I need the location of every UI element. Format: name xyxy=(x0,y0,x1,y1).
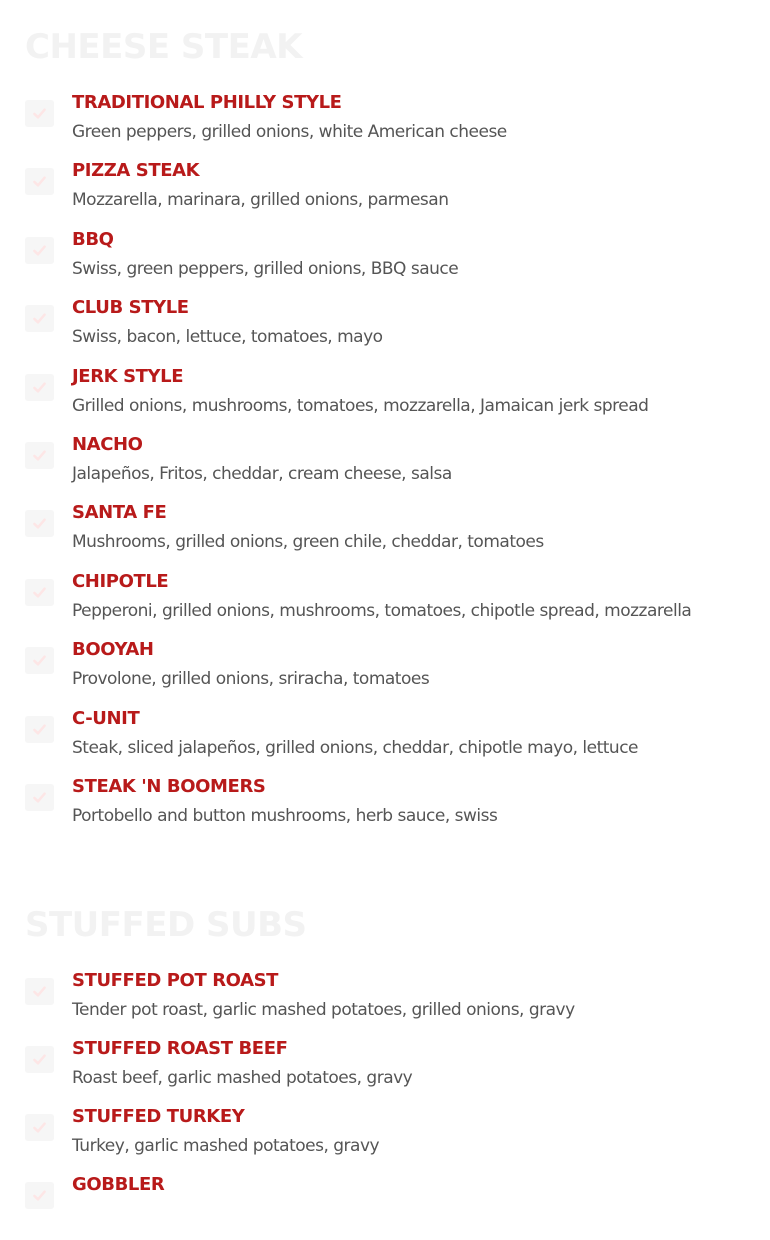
item-description: Swiss, green peppers, grilled onions, BBQ sauce xyxy=(72,258,459,279)
check-icon xyxy=(25,1182,54,1209)
check-icon xyxy=(25,784,54,811)
item-name: CHIPOTLE xyxy=(72,570,169,592)
section-title-stuffed-subs: STUFFED SUBS xyxy=(25,905,307,945)
item-description: Roast beef, garlic mashed potatoes, gravy xyxy=(72,1068,413,1088)
item-description: Mozzarella, marinara, grilled onions, parmesan xyxy=(72,190,449,211)
item-description: Tender pot roast, garlic mashed potatoes, grilled onions, gravy xyxy=(72,1000,575,1020)
menu-item-traditional-philly-style xyxy=(0,92,770,158)
item-name: STUFFED TURKEY xyxy=(72,1106,245,1127)
item-name: NACHO xyxy=(72,434,143,455)
item-name: C-UNIT xyxy=(72,707,140,729)
item-description: Turkey, garlic mashed potatoes, gravy xyxy=(72,1136,380,1156)
check-icon xyxy=(25,374,54,401)
check-icon xyxy=(25,442,54,469)
item-description: Portobello and button mushrooms, herb sauce, swiss xyxy=(72,806,498,826)
check-icon xyxy=(25,1114,54,1141)
menu-item-c-unit xyxy=(0,708,770,774)
menu-item-pizza-steak xyxy=(0,160,770,226)
item-name: BBQ xyxy=(72,228,114,250)
item-description: Mushrooms, grilled onions, green chile, cheddar, tomatoes xyxy=(72,532,544,553)
menu-item-jerk-style xyxy=(0,366,770,432)
item-description: Provolone, grilled onions, sriracha, tomatoes xyxy=(72,669,430,690)
menu-item-nacho xyxy=(0,434,770,500)
item-name: PIZZA STEAK xyxy=(72,160,200,182)
menu-item-santa-fe xyxy=(0,502,770,568)
check-icon xyxy=(25,510,54,537)
menu-item-stuffed-turkey xyxy=(0,1106,770,1172)
menu-item-stuffed-pot-roast xyxy=(0,970,770,1036)
item-description: Steak, sliced jalapeños, grilled onions, cheddar, chipotle mayo, lettuce xyxy=(72,737,639,758)
menu-item-club-style xyxy=(0,297,770,363)
item-name: SANTA FE xyxy=(72,502,167,524)
section-title-cheese-steak: CHEESE STEAK xyxy=(25,27,302,67)
item-description: Grilled onions, mushrooms, tomatoes, mozzarella, Jamaican jerk spread xyxy=(72,395,649,416)
menu-item-stuffed-roast-beef xyxy=(0,1038,770,1104)
check-icon xyxy=(25,978,54,1005)
item-description: Swiss, bacon, lettuce, tomatoes, mayo xyxy=(72,327,383,348)
item-name: GOBBLER xyxy=(72,1174,165,1195)
menu-item-bbq xyxy=(0,229,770,295)
item-description: Pepperoni, grilled onions, mushrooms, tomatoes, chipotle spread, mozzarella xyxy=(72,600,692,621)
check-icon xyxy=(25,579,54,606)
check-icon xyxy=(25,305,54,332)
item-name: TRADITIONAL PHILLY STYLE xyxy=(72,92,342,113)
check-icon xyxy=(25,716,54,743)
check-icon xyxy=(25,647,54,674)
menu-item-chipotle xyxy=(0,571,770,637)
item-name: STEAK 'N BOOMERS xyxy=(72,776,266,797)
check-icon xyxy=(25,100,54,127)
check-icon xyxy=(25,1046,54,1073)
menu-item-gobbler xyxy=(0,1174,770,1240)
item-name: BOOYAH xyxy=(72,639,154,661)
menu-item-booyah xyxy=(0,639,770,705)
menu-item-steak-n-boomers xyxy=(0,776,770,842)
item-description: Green peppers, grilled onions, white American cheese xyxy=(72,122,507,142)
item-name: JERK STYLE xyxy=(72,365,184,387)
item-name: STUFFED ROAST BEEF xyxy=(72,1038,288,1059)
check-icon xyxy=(25,237,54,264)
item-name: CLUB STYLE xyxy=(72,297,189,319)
item-name: STUFFED POT ROAST xyxy=(72,970,279,991)
check-icon xyxy=(25,168,54,195)
item-description: Jalapeños, Fritos, cheddar, cream cheese, salsa xyxy=(72,464,452,484)
